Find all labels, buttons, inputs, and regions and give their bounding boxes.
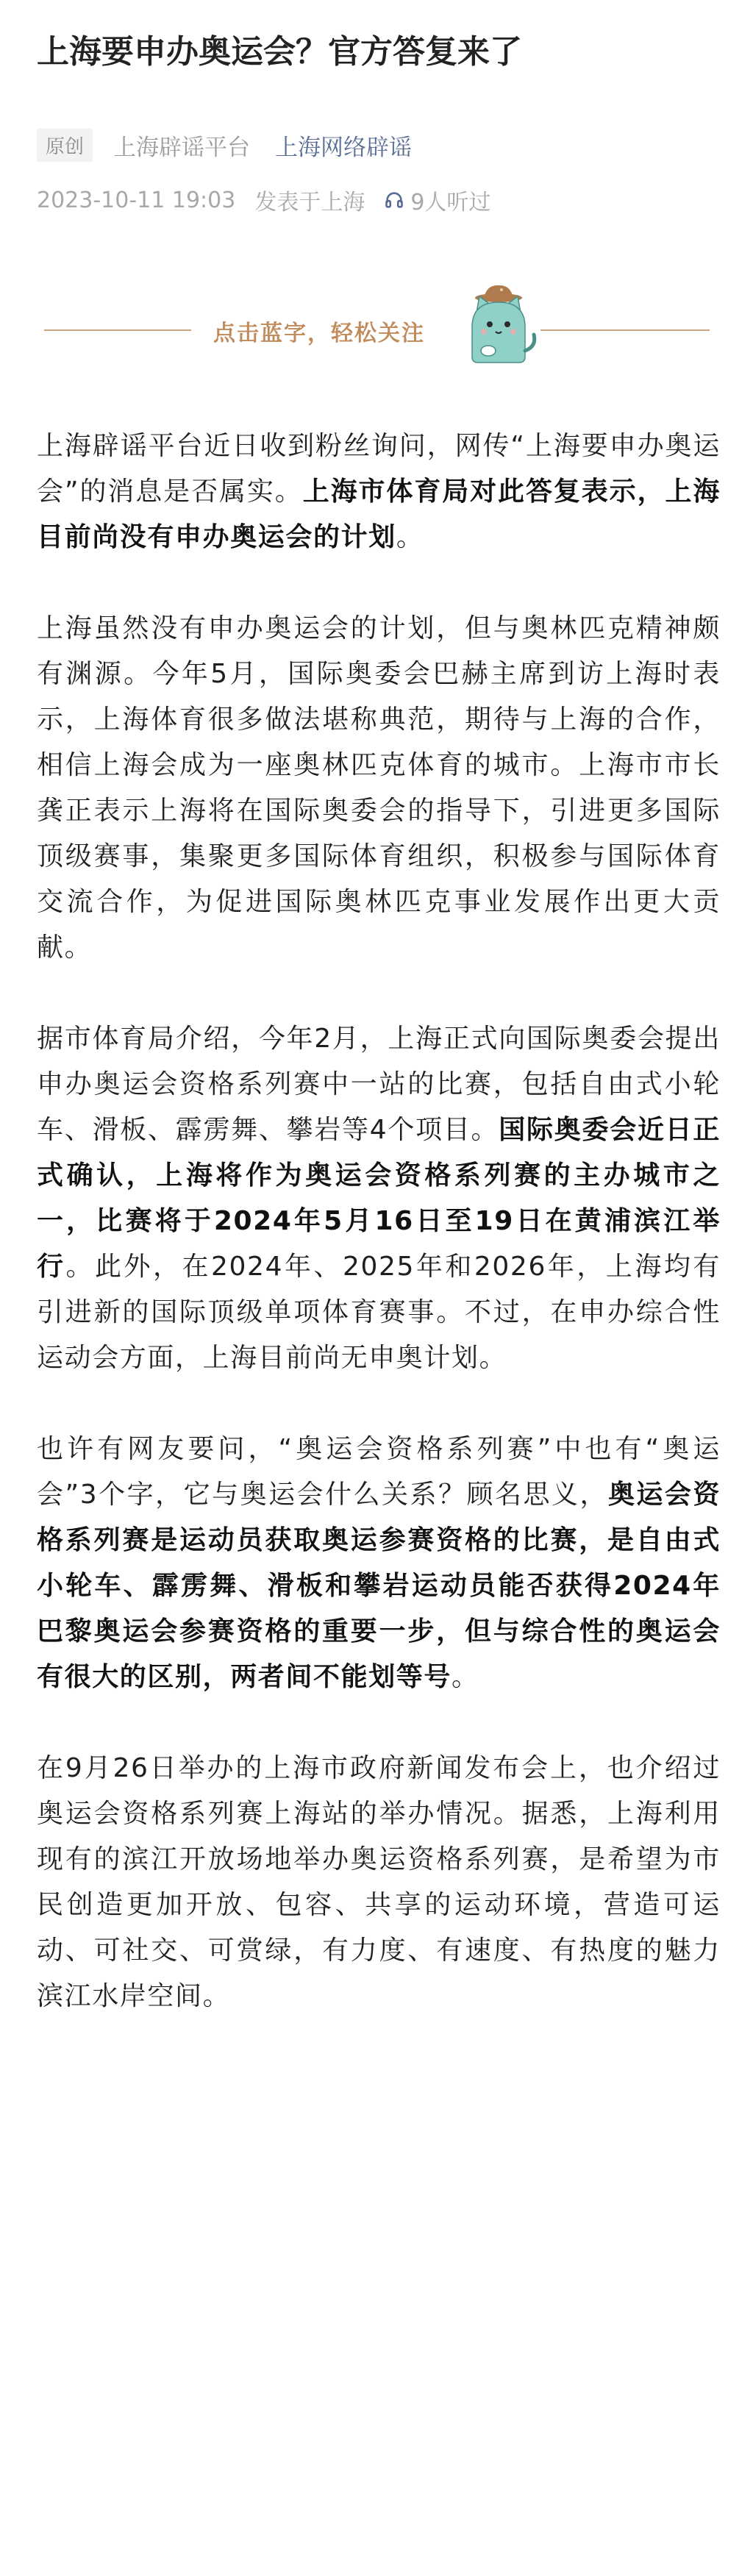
body-paragraph [37, 1016, 721, 1381]
divider-right [540, 329, 710, 331]
listen-count: 9人听过 [410, 190, 491, 215]
body-text: 。 [452, 1662, 479, 1692]
bold-text: 上海市体育局对此答复表示，上海目前尚没有申办奥运会的计划 [37, 477, 721, 552]
bold-text: 国际奥委会近日正式确认，上海将作为奥运会资格系列赛的主办城市之一，比赛将于2024年5月16日至19日在黄浦滨江举行 [37, 1115, 721, 1282]
body-paragraph [37, 1427, 721, 1700]
body-text: 也许有网友要问，“奥运会资格系列赛”中也有“奥运会”3个字，它与奥运会什么关系？顾名思义， [37, 1434, 721, 1510]
body-paragraph [37, 424, 721, 560]
body-text: 在9月26日举办的上海市政府新闻发布会上，也介绍过奥运会资格系列赛上海站的举办情况。据悉，上海利用现有的滨江开放场地举办奥运资格系列赛，是希望为市民创造更加开放、包容、共享的运动环境，营造可运动、可社交、可赏绿，有力度、有速度、有热度的魅力滨江水岸空间。 [37, 1753, 721, 2011]
body-text: 上海虽然没有申办奥运会的计划，但与奥林匹克精神颇有渊源。今年5月，国际奥委会巴赫主席到访上海时表示，上海体育很多做法堪称典范，期待与上海的合作，相信上海会成为一座奥林匹克体育的城市。上海市市长龚正表示上海将在国际奥委会的指导下，引进更多国际顶级赛事，集聚更多国际体育组织，积极参与国际体育交流合作，为促进国际奥林匹克事业发展作出更大贡献。 [37, 613, 721, 963]
body-text: 上海辟谣平台近日收到粉丝询问，网传“上海要申办奥运会”的消息是否属实。 [37, 431, 721, 507]
article-body [37, 424, 721, 2065]
body-text: 据市体育局介绍，今年2月，上海正式向国际奥委会提出申办奥运会资格系列赛中一站的比赛，包括自由式小轮车、滑板、霹雳舞、攀岩等4个项目。 [37, 1024, 721, 1145]
original-badge: 原创 [37, 129, 93, 162]
article-meta-source [37, 129, 412, 162]
cat-mascot-icon [462, 283, 539, 365]
body-text: 。此外，在2024年、2025年和2026年，上海均有引进新的国际顶级单项体育赛事。不过，在申办综合性运动会方面，上海目前尚无申奥计划。 [37, 1252, 721, 1373]
listen-button[interactable] [384, 184, 490, 216]
article-title: 上海要申办奥运会？官方答复来了 [37, 33, 522, 71]
body-paragraph [37, 1746, 721, 2019]
divider-left [44, 329, 191, 331]
headphones-icon [384, 190, 404, 210]
bold-text: 奥运会资格系列赛是运动员获取奥运参赛资格的比赛，是自由式小轮车、霹雳舞、滑板和攀岩运动员能否获得2024年巴黎奥运会参赛资格的重要一步，但与综合性的奥运会有很大的区别，两者间不能划等号 [37, 1480, 721, 1692]
article-meta-time [37, 184, 490, 216]
body-text: 。 [396, 522, 424, 552]
body-paragraph [37, 606, 721, 971]
publish-date: 2023-10-11 19:03 [37, 187, 236, 213]
follow-prompt[interactable]: 点击蓝字，轻松关注 [213, 321, 425, 346]
publish-location: 发表于上海 [254, 190, 365, 215]
author-name: 上海辟谣平台 [113, 135, 251, 161]
account-link[interactable]: 上海网络辟谣 [275, 135, 413, 161]
